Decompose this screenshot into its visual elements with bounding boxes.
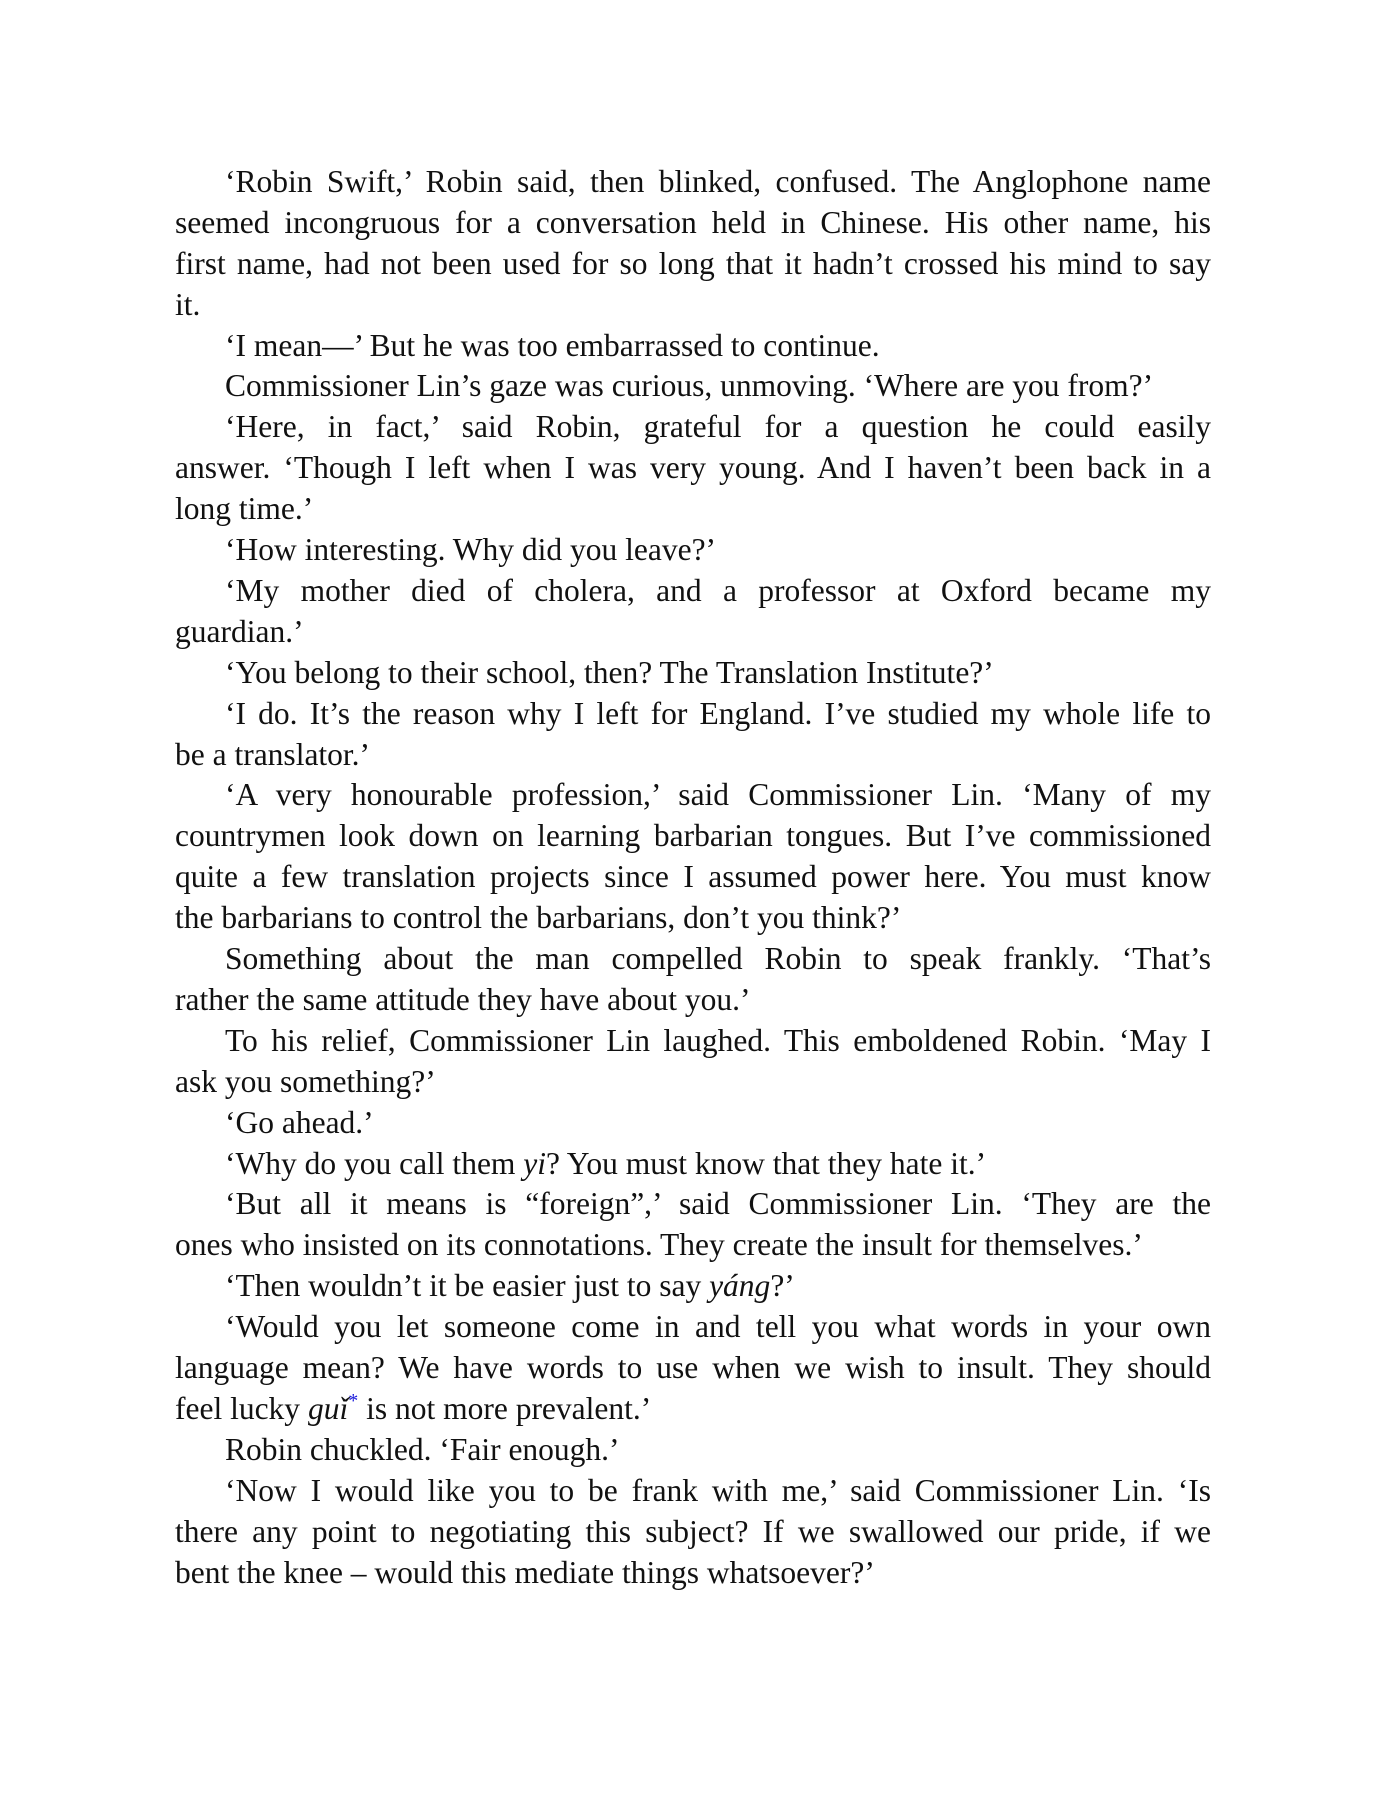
text-line: ‘I mean—’ But he was too embarrassed to continue. xyxy=(225,327,880,363)
paragraph xyxy=(175,530,1211,571)
text-line xyxy=(175,1266,1211,1307)
paragraph xyxy=(175,1307,1211,1430)
text-line: ‘My mother died of cholera, and a professor at Oxford became my xyxy=(225,572,1211,608)
paragraph xyxy=(175,775,1211,939)
text-line: be a translator.’ xyxy=(175,736,371,772)
text-line: countrymen look down on learning barbarian tongues. But I’ve commissioned xyxy=(175,818,1211,854)
text-line: it. xyxy=(175,286,201,322)
paragraph xyxy=(175,162,1211,326)
paragraph xyxy=(175,694,1211,776)
text-run: is not more prevalent.’ xyxy=(358,1390,652,1426)
text-line: ‘I do. It’s the reason why I left for England. I’ve studied my whole life to xyxy=(225,695,1211,731)
text-line: bent the knee – would this mediate things whatsoever?’ xyxy=(175,1554,875,1590)
text-line: ones who insisted on its connotations. They create the insult for themselves.’ xyxy=(175,1227,1143,1263)
text-line: ‘Would you let someone come in and tell you what words in your own xyxy=(225,1309,1211,1345)
text-line: guardian.’ xyxy=(175,613,304,649)
text-line: ‘Now I would like you to be frank with me,’ said Commissioner Lin. ‘Is xyxy=(225,1472,1211,1508)
text-line: ‘But all it means is “foreign”,’ said Commissioner Lin. ‘They are the xyxy=(225,1186,1211,1222)
footnote-link[interactable]: * xyxy=(348,1389,359,1412)
text-run: feel lucky xyxy=(175,1390,308,1426)
text-line: answer. ‘Though I left when I was very young. And I haven’t been back in a xyxy=(175,450,1211,486)
text-line: ‘A very honourable profession,’ said Commissioner Lin. ‘Many of my xyxy=(225,777,1211,813)
text-line: Commissioner Lin’s gaze was curious, unmoving. ‘Where are you from?’ xyxy=(225,368,1154,404)
text-run: ‘Then wouldn’t it be easier just to say xyxy=(225,1268,710,1304)
paragraph xyxy=(175,653,1211,694)
text-line: Robin chuckled. ‘Fair enough.’ xyxy=(225,1431,620,1467)
text-line: seemed incongruous for a conversation held in Chinese. His other name, his xyxy=(175,204,1211,240)
text-line: ‘Here, in fact,’ said Robin, grateful for a question he could easily xyxy=(225,409,1211,445)
paragraph xyxy=(175,1103,1211,1144)
text-line: ‘Go ahead.’ xyxy=(225,1104,374,1140)
paragraph xyxy=(175,1266,1211,1307)
text-line: ‘Robin Swift,’ Robin said, then blinked, confused. The Anglophone name xyxy=(225,164,1211,199)
italic-term: yáng xyxy=(709,1268,771,1304)
text-line xyxy=(175,1389,1211,1430)
paragraph xyxy=(175,1144,1211,1185)
paragraph xyxy=(175,1471,1211,1594)
paragraph xyxy=(175,571,1211,653)
text-line: ‘You belong to their school, then? The Translation Institute?’ xyxy=(225,654,994,690)
text-line: long time.’ xyxy=(175,491,314,527)
text-line: quite a few translation projects since I assumed power here. You must know xyxy=(175,859,1211,895)
italic-term: guǐ xyxy=(307,1390,349,1426)
paragraph xyxy=(175,1184,1211,1266)
text-line: Something about the man compelled Robin to speak frankly. ‘That’s xyxy=(225,941,1211,977)
text-line: To his relief, Commissioner Lin laughed. This emboldened Robin. ‘May I xyxy=(225,1022,1211,1058)
text-line: ‘How interesting. Why did you leave?’ xyxy=(225,532,717,568)
paragraph xyxy=(175,326,1211,367)
text-line: first name, had not been used for so long that it hadn’t crossed his mind to say xyxy=(175,245,1211,281)
text-line: there any point to negotiating this subject? If we swallowed our pride, if we xyxy=(175,1513,1211,1549)
paragraph xyxy=(175,366,1211,407)
paragraph xyxy=(175,1021,1211,1103)
paragraph xyxy=(175,407,1211,530)
text-run: ?’ xyxy=(770,1268,795,1304)
text-run: ? You must know that they hate it.’ xyxy=(546,1145,987,1181)
text-run: ‘Why do you call them xyxy=(225,1145,524,1181)
book-page-body xyxy=(175,162,1211,1593)
text-line: language mean? We have words to use when we wish to insult. They should xyxy=(175,1350,1211,1386)
text-line: the barbarians to control the barbarians, don’t you think?’ xyxy=(175,900,902,936)
italic-term: yi xyxy=(523,1145,547,1181)
text-line xyxy=(175,1144,1211,1185)
paragraph xyxy=(175,1430,1211,1471)
paragraph xyxy=(175,939,1211,1021)
text-line: ask you something?’ xyxy=(175,1063,436,1099)
text-line: rather the same attitude they have about you.’ xyxy=(175,981,751,1017)
